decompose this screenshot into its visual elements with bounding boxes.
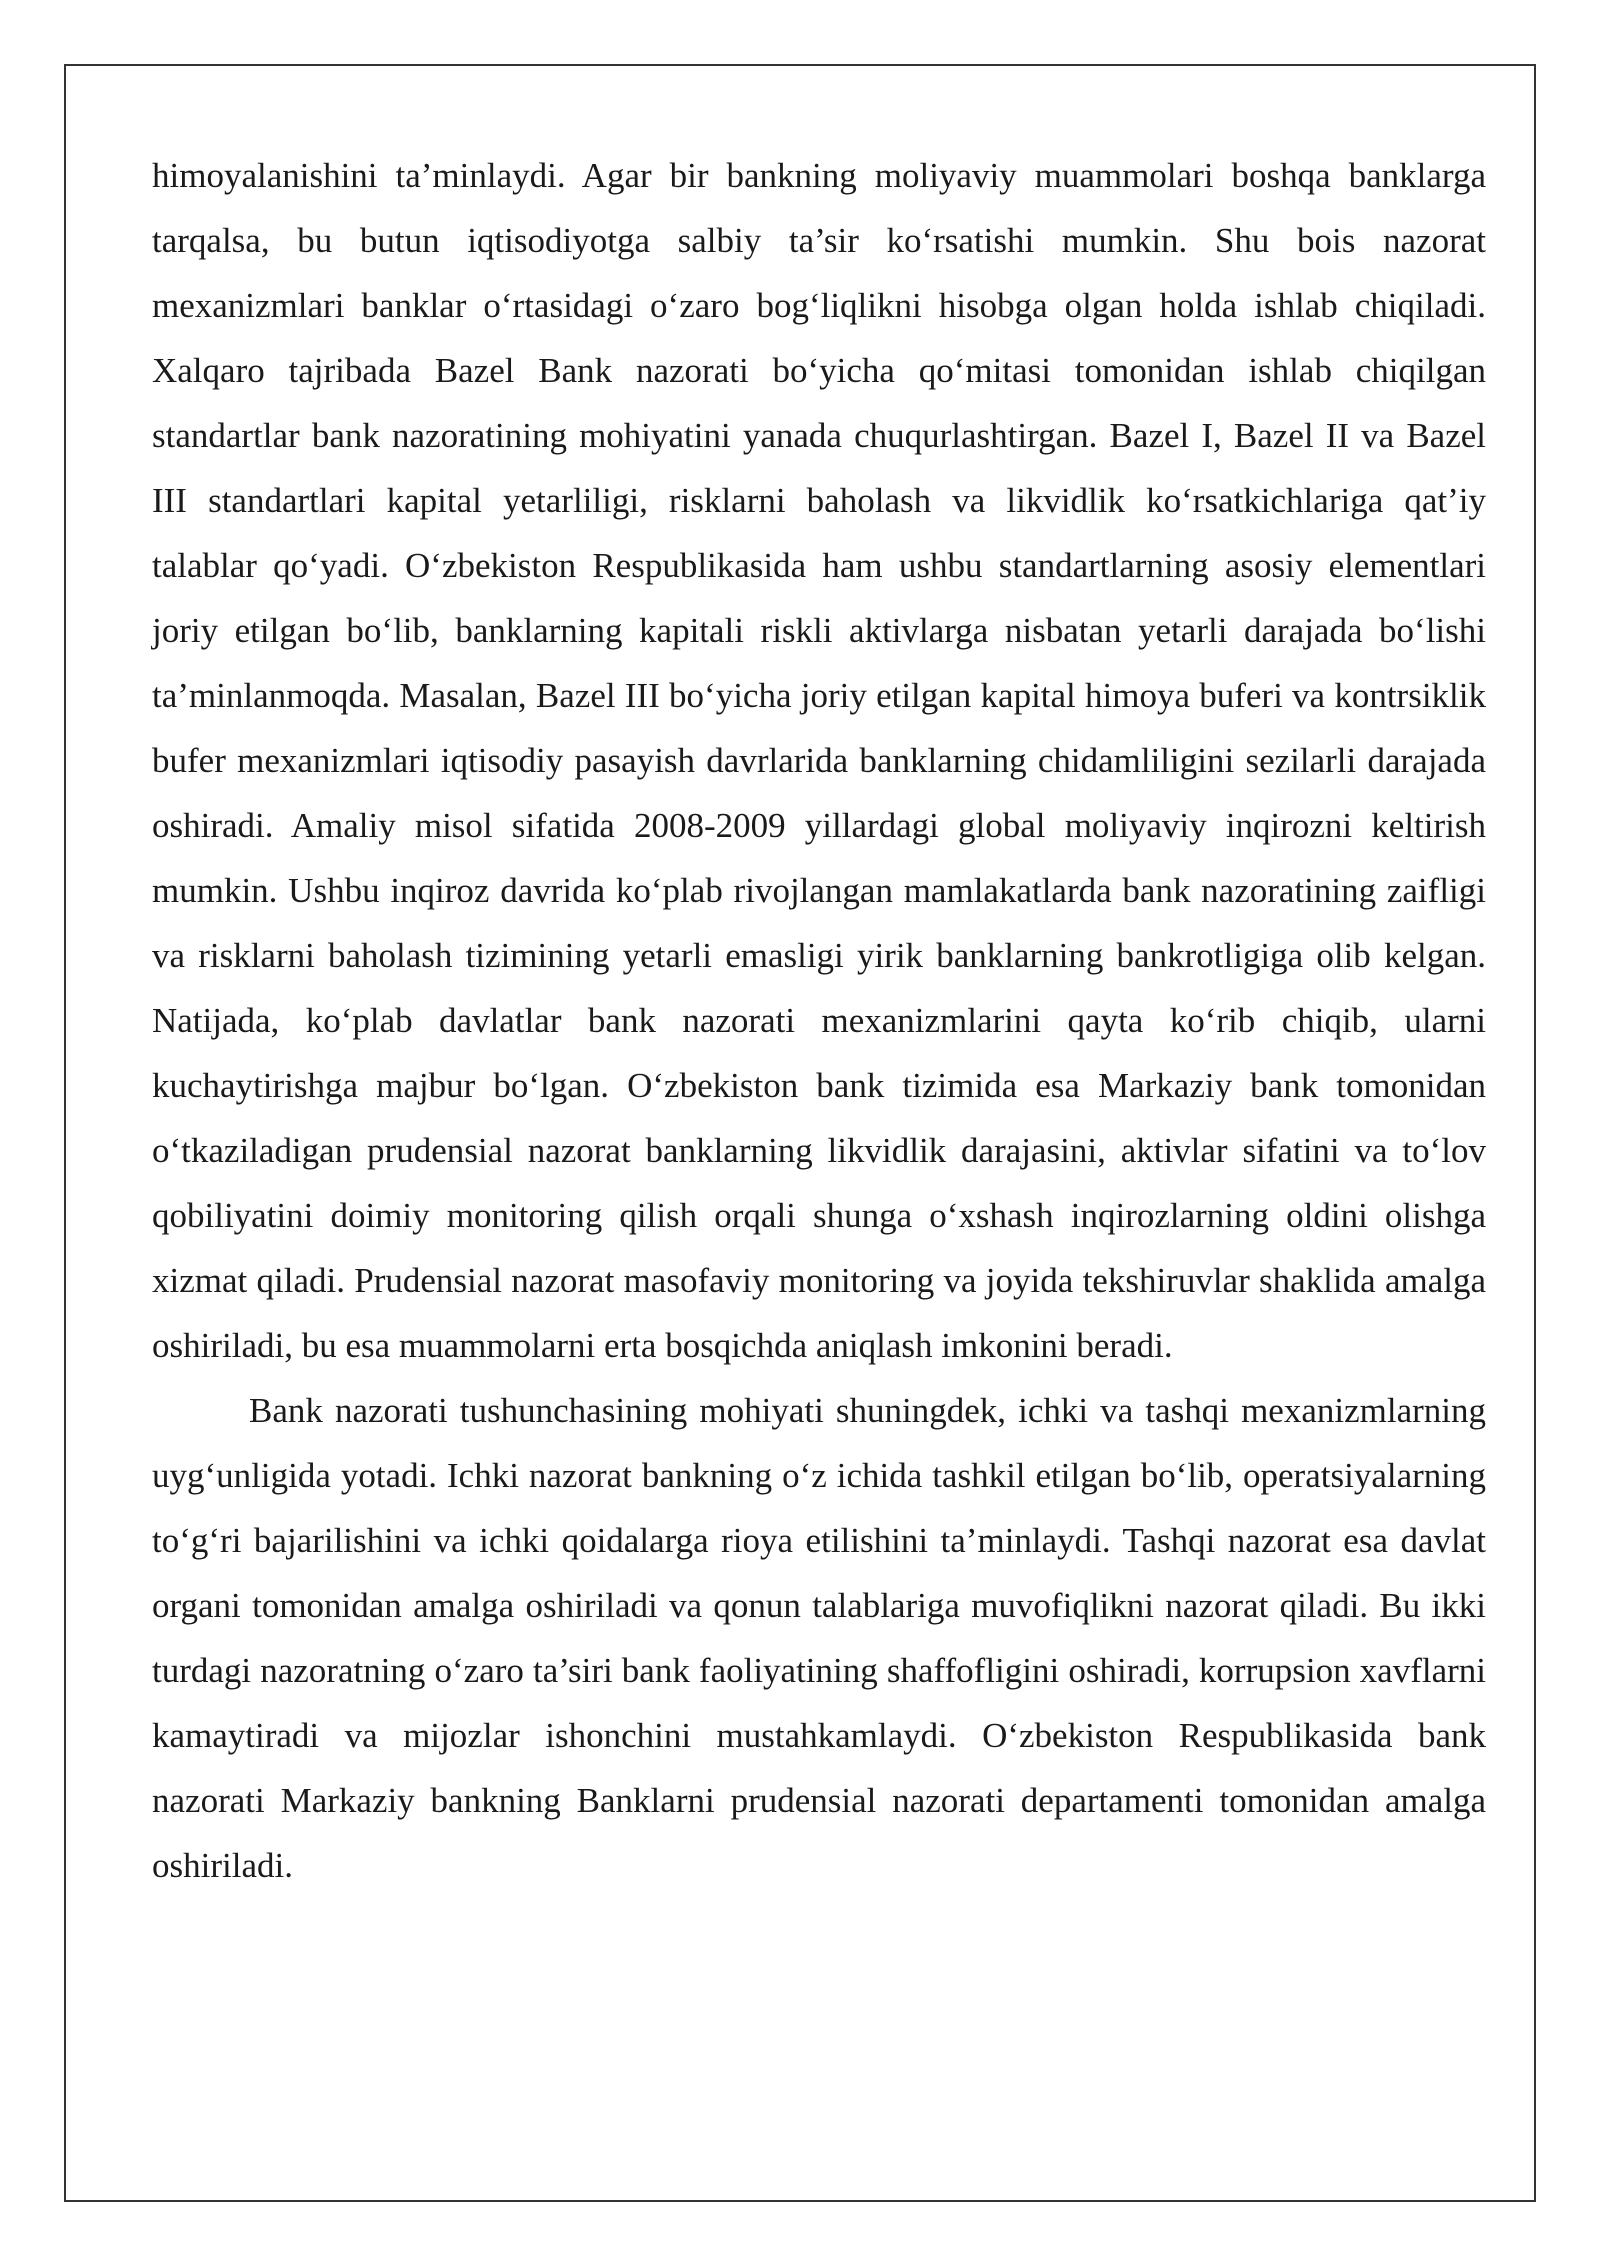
document-body (152, 143, 1486, 1898)
paragraph-1: himoyalanishini ta’minlaydi. Agar bir bankning moliyaviy muammolari boshqa banklarga tarqalsa, bu butun iqtisodiyotga salbiy ta’sir ko‘rsatishi mumkin. Shu bois nazorat mexanizmlari banklar o‘rtasidagi o‘zaro bog‘liqlikni hisobga olgan holda ishlab chiqiladi. Xalqaro tajribada Bazel Bank nazorati bo‘yicha qo‘mitasi tomonidan ishlab chiqilgan standartlar bank nazoratining mohiyatini yanada chuqurlashtirgan. Bazel I, Bazel II va Bazel III standartlari kapital yetarliligi, risklarni baholash va likvidlik ko‘rsatkichlariga qat’iy talablar qo‘yadi. O‘zbekiston Respublikasida ham ushbu standartlarning asosiy elementlari joriy etilgan bo‘lib, banklarning kapitali riskli aktivlarga nisbatan yetarli darajada bo‘lishi ta’minlanmoqda. Masalan, Bazel III bo‘yicha joriy etilgan kapital himoya buferi va kontrsiklik bufer mexanizmlari iqtisodiy pasayish davrlarida banklarning chidamliligini sezilarli darajada oshiradi. Amaliy misol sifatida 2008-2009 yillardagi global moliyaviy inqirozni keltirish mumkin. Ushbu inqiroz davrida ko‘plab rivojlangan mamlakatlarda bank nazoratining zaifligi va risklarni baholash tizimining yetarli emasligi yirik banklarning bankrotligiga olib kelgan. Natijada, ko‘plab davlatlar bank nazorati mexanizmlarini qayta ko‘rib chiqib, ularni kuchaytirishga majbur bo‘lgan. O‘zbekiston bank tizimida esa Markaziy bank tomonidan o‘tkaziladigan prudensial nazorat banklarning likvidlik darajasini, aktivlar sifatini va to‘lov qobiliyatini doimiy monitoring qilish orqali shunga o‘xshash inqirozlarning oldini olishga xizmat qiladi. Prudensial nazorat masofaviy monitoring va joyida tekshiruvlar shaklida amalga oshiriladi, bu esa muammolarni erta bosqichda aniqlash imkonini beradi. (152, 156, 1486, 1365)
paragraph-2: Bank nazorati tushunchasining mohiyati shuningdek, ichki va tashqi mexanizmlarning uyg‘unligida yotadi. Ichki nazorat bankning o‘z ichida tashkil etilgan bo‘lib, operatsiyalarning to‘g‘ri bajarilishini va ichki qoidalarga rioya etilishini ta’minlaydi. Tashqi nazorat esa davlat organi tomonidan amalga oshiriladi va qonun talablariga muvofiqlikni nazorat qiladi. Bu ikki turdagi nazoratning o‘zaro ta’siri bank faoliyatining shaffofligini oshiradi, korrupsion xavflarni kamaytiradi va mijozlar ishonchini mustahkamlaydi. O‘zbekiston Respublikasida bank nazorati Markaziy bankning Banklarni prudensial nazorati departamenti tomonidan amalga oshiriladi. (152, 1391, 1486, 1885)
